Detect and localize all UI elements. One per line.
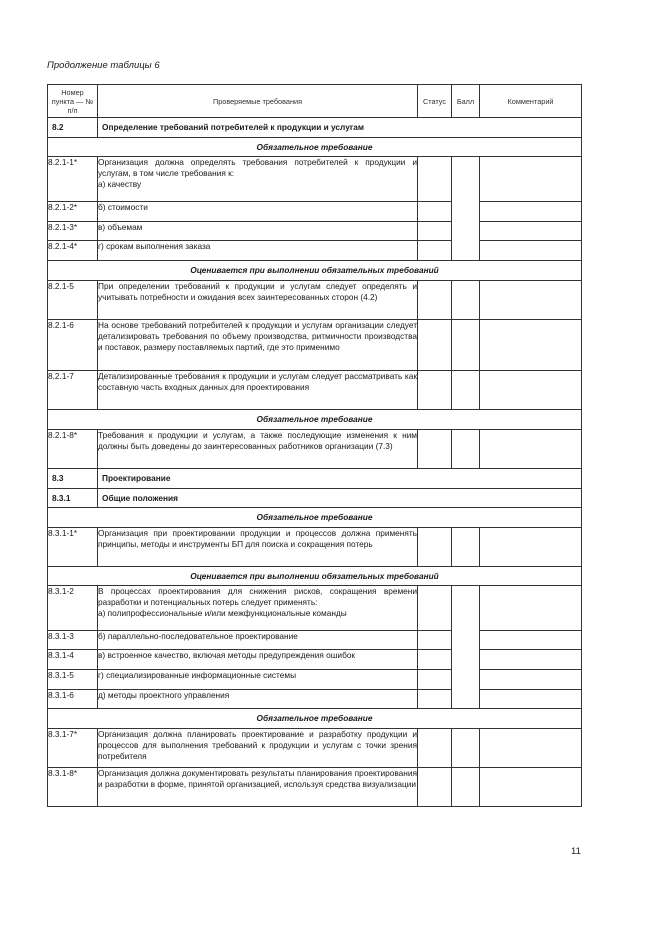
item-number: 8.2.1-7 bbox=[48, 371, 98, 410]
subheader-text: Обязательное требование bbox=[48, 508, 582, 528]
requirement-text: Организация должна документировать результаты планирования проектирования и разработки в форме, принятой организацией, используя средства визуализации bbox=[98, 768, 418, 807]
comment-cell[interactable] bbox=[480, 729, 582, 768]
table-row bbox=[48, 281, 582, 320]
subheader-text: Обязательное требование bbox=[48, 410, 582, 430]
item-number: 8.3.1-7* bbox=[48, 729, 98, 768]
section-row bbox=[48, 118, 582, 138]
subheader-row bbox=[48, 508, 582, 528]
comment-cell[interactable] bbox=[480, 631, 582, 650]
item-number: 8.2.1-4* bbox=[48, 241, 98, 261]
status-cell[interactable] bbox=[418, 670, 452, 690]
page-number: 11 bbox=[571, 846, 581, 857]
comment-cell[interactable] bbox=[480, 320, 582, 371]
requirement-text: При определении требований к продукции и услугам следует определять и учитывать потребности и ожидания всех заинтересованных сторон (4.2) bbox=[98, 281, 418, 320]
status-cell[interactable] bbox=[418, 320, 452, 371]
item-number: 8.2.1-1* bbox=[48, 157, 98, 202]
subheader-text: Обязательное требование bbox=[48, 138, 582, 157]
section-number: 8.3 bbox=[48, 469, 98, 489]
col-header-status: Статус bbox=[418, 85, 452, 118]
subheader-row bbox=[48, 138, 582, 157]
table-row bbox=[48, 670, 582, 690]
requirement-text: г) специализированные информационные системы bbox=[98, 670, 418, 690]
table-body bbox=[48, 118, 582, 807]
requirement-text: г) срокам выполнения заказа bbox=[98, 241, 418, 261]
col-header-comment: Комментарий bbox=[480, 85, 582, 118]
requirement-text: Детализированные требования к продукции и услугам следует рассматривать как составную часть входных данных для проектирования bbox=[98, 371, 418, 410]
status-cell[interactable] bbox=[418, 650, 452, 670]
subheader-row bbox=[48, 410, 582, 430]
table-row bbox=[48, 528, 582, 567]
status-cell[interactable] bbox=[418, 430, 452, 469]
table-row bbox=[48, 241, 582, 261]
table-row bbox=[48, 222, 582, 241]
status-cell[interactable] bbox=[418, 281, 452, 320]
item-number: 8.2.1-5 bbox=[48, 281, 98, 320]
status-cell[interactable] bbox=[418, 631, 452, 650]
requirement-text: Организация должна планировать проектирование и разработку продукции и процессов для выполнения требований к продукции и услугам с точки зрения потребителя bbox=[98, 729, 418, 768]
subheader-text: Оценивается при выполнении обязательных требований bbox=[48, 261, 582, 281]
item-number: 8.3.1-3 bbox=[48, 631, 98, 650]
section-row bbox=[48, 469, 582, 489]
section-title: Проектирование bbox=[98, 469, 582, 489]
requirement-text: На основе требований потребителей к продукции и услугам организации следует детализировать требования по объему производства, ритмичности производства и поставок, размеру поставляемых партий, где это применимо bbox=[98, 320, 418, 371]
table-row bbox=[48, 202, 582, 222]
status-cell[interactable] bbox=[418, 586, 452, 631]
requirement-text: В процессах проектирования для снижения рисков, сокращения времени разработки и потенциальных потерь следует применять: а) полипрофессиональные и/или межфункциональные команды bbox=[98, 586, 418, 631]
table-caption: Продолжение таблицы 6 bbox=[47, 60, 160, 71]
comment-cell[interactable] bbox=[480, 430, 582, 469]
comment-cell[interactable] bbox=[480, 202, 582, 222]
subheader-text: Обязательное требование bbox=[48, 709, 582, 729]
section-number: 8.2 bbox=[48, 118, 98, 138]
subheader-row bbox=[48, 261, 582, 281]
item-number: 8.3.1-4 bbox=[48, 650, 98, 670]
section-row bbox=[48, 489, 582, 508]
comment-cell[interactable] bbox=[480, 157, 582, 202]
requirement-text: Требования к продукции и услугам, а также последующие изменения к ним должны быть доведены до заинтересованных работников организации (7.3) bbox=[98, 430, 418, 469]
subheader-text: Оценивается при выполнении обязательных требований bbox=[48, 567, 582, 586]
score-cell[interactable] bbox=[452, 320, 480, 371]
comment-cell[interactable] bbox=[480, 371, 582, 410]
table-row bbox=[48, 586, 582, 631]
item-number: 8.3.1-1* bbox=[48, 528, 98, 567]
requirements-table bbox=[47, 84, 582, 807]
section-title: Общие положения bbox=[98, 489, 582, 508]
requirement-text: Организация при проектировании продукции и процессов должна применять принципы, методы и инструменты БП для поиска и сокращения потерь bbox=[98, 528, 418, 567]
item-number: 8.2.1-6 bbox=[48, 320, 98, 371]
item-number: 8.2.1-2* bbox=[48, 202, 98, 222]
item-number: 8.3.1-2 bbox=[48, 586, 98, 631]
score-cell[interactable] bbox=[452, 281, 480, 320]
table-row bbox=[48, 157, 582, 202]
table-row bbox=[48, 320, 582, 371]
score-cell[interactable] bbox=[452, 371, 480, 410]
requirement-text: в) объемам bbox=[98, 222, 418, 241]
status-cell[interactable] bbox=[418, 202, 452, 222]
status-cell[interactable] bbox=[418, 371, 452, 410]
requirement-text: б) параллельно-последовательное проектирование bbox=[98, 631, 418, 650]
comment-cell[interactable] bbox=[480, 528, 582, 567]
item-number: 8.2.1-3* bbox=[48, 222, 98, 241]
item-number: 8.3.1-8* bbox=[48, 768, 98, 807]
table-row bbox=[48, 729, 582, 768]
score-cell[interactable] bbox=[452, 768, 480, 807]
comment-cell[interactable] bbox=[480, 650, 582, 670]
comment-cell[interactable] bbox=[480, 586, 582, 631]
score-cell[interactable] bbox=[452, 729, 480, 768]
table-row bbox=[48, 430, 582, 469]
comment-cell[interactable] bbox=[480, 768, 582, 807]
comment-cell[interactable] bbox=[480, 222, 582, 241]
table-row bbox=[48, 631, 582, 650]
status-cell[interactable] bbox=[418, 768, 452, 807]
item-number: 8.3.1-5 bbox=[48, 670, 98, 690]
status-cell[interactable] bbox=[418, 241, 452, 261]
comment-cell[interactable] bbox=[480, 281, 582, 320]
status-cell[interactable] bbox=[418, 528, 452, 567]
section-title: Определение требований потребителей к продукции и услугам bbox=[98, 118, 582, 138]
requirement-text: б) стоимости bbox=[98, 202, 418, 222]
subheader-row bbox=[48, 567, 582, 586]
requirement-text: Организация должна определять требования потребителей к продукции и услугам, в том числе требования к: а) качеству bbox=[98, 157, 418, 202]
table-row bbox=[48, 650, 582, 670]
table-row bbox=[48, 690, 582, 709]
status-cell[interactable] bbox=[418, 157, 452, 202]
col-header-requirements: Проверяемые требования bbox=[98, 85, 418, 118]
score-cell[interactable] bbox=[452, 528, 480, 567]
table-row bbox=[48, 371, 582, 410]
table-row bbox=[48, 768, 582, 807]
comment-cell[interactable] bbox=[480, 690, 582, 709]
score-cell[interactable] bbox=[452, 430, 480, 469]
comment-cell[interactable] bbox=[480, 670, 582, 690]
status-cell[interactable] bbox=[418, 222, 452, 241]
col-header-number: Номер пункта — № п/п bbox=[48, 85, 98, 118]
requirement-text: в) встроенное качество, включая методы предупреждения ошибок bbox=[98, 650, 418, 670]
col-header-score: Балл bbox=[452, 85, 480, 118]
item-number: 8.3.1-6 bbox=[48, 690, 98, 709]
section-number: 8.3.1 bbox=[48, 489, 98, 508]
comment-cell[interactable] bbox=[480, 241, 582, 261]
requirement-text: д) методы проектного управления bbox=[98, 690, 418, 709]
status-cell[interactable] bbox=[418, 729, 452, 768]
item-number: 8.2.1-8* bbox=[48, 430, 98, 469]
score-cell[interactable] bbox=[452, 157, 480, 261]
score-cell[interactable] bbox=[452, 586, 480, 709]
status-cell[interactable] bbox=[418, 690, 452, 709]
subheader-row bbox=[48, 709, 582, 729]
